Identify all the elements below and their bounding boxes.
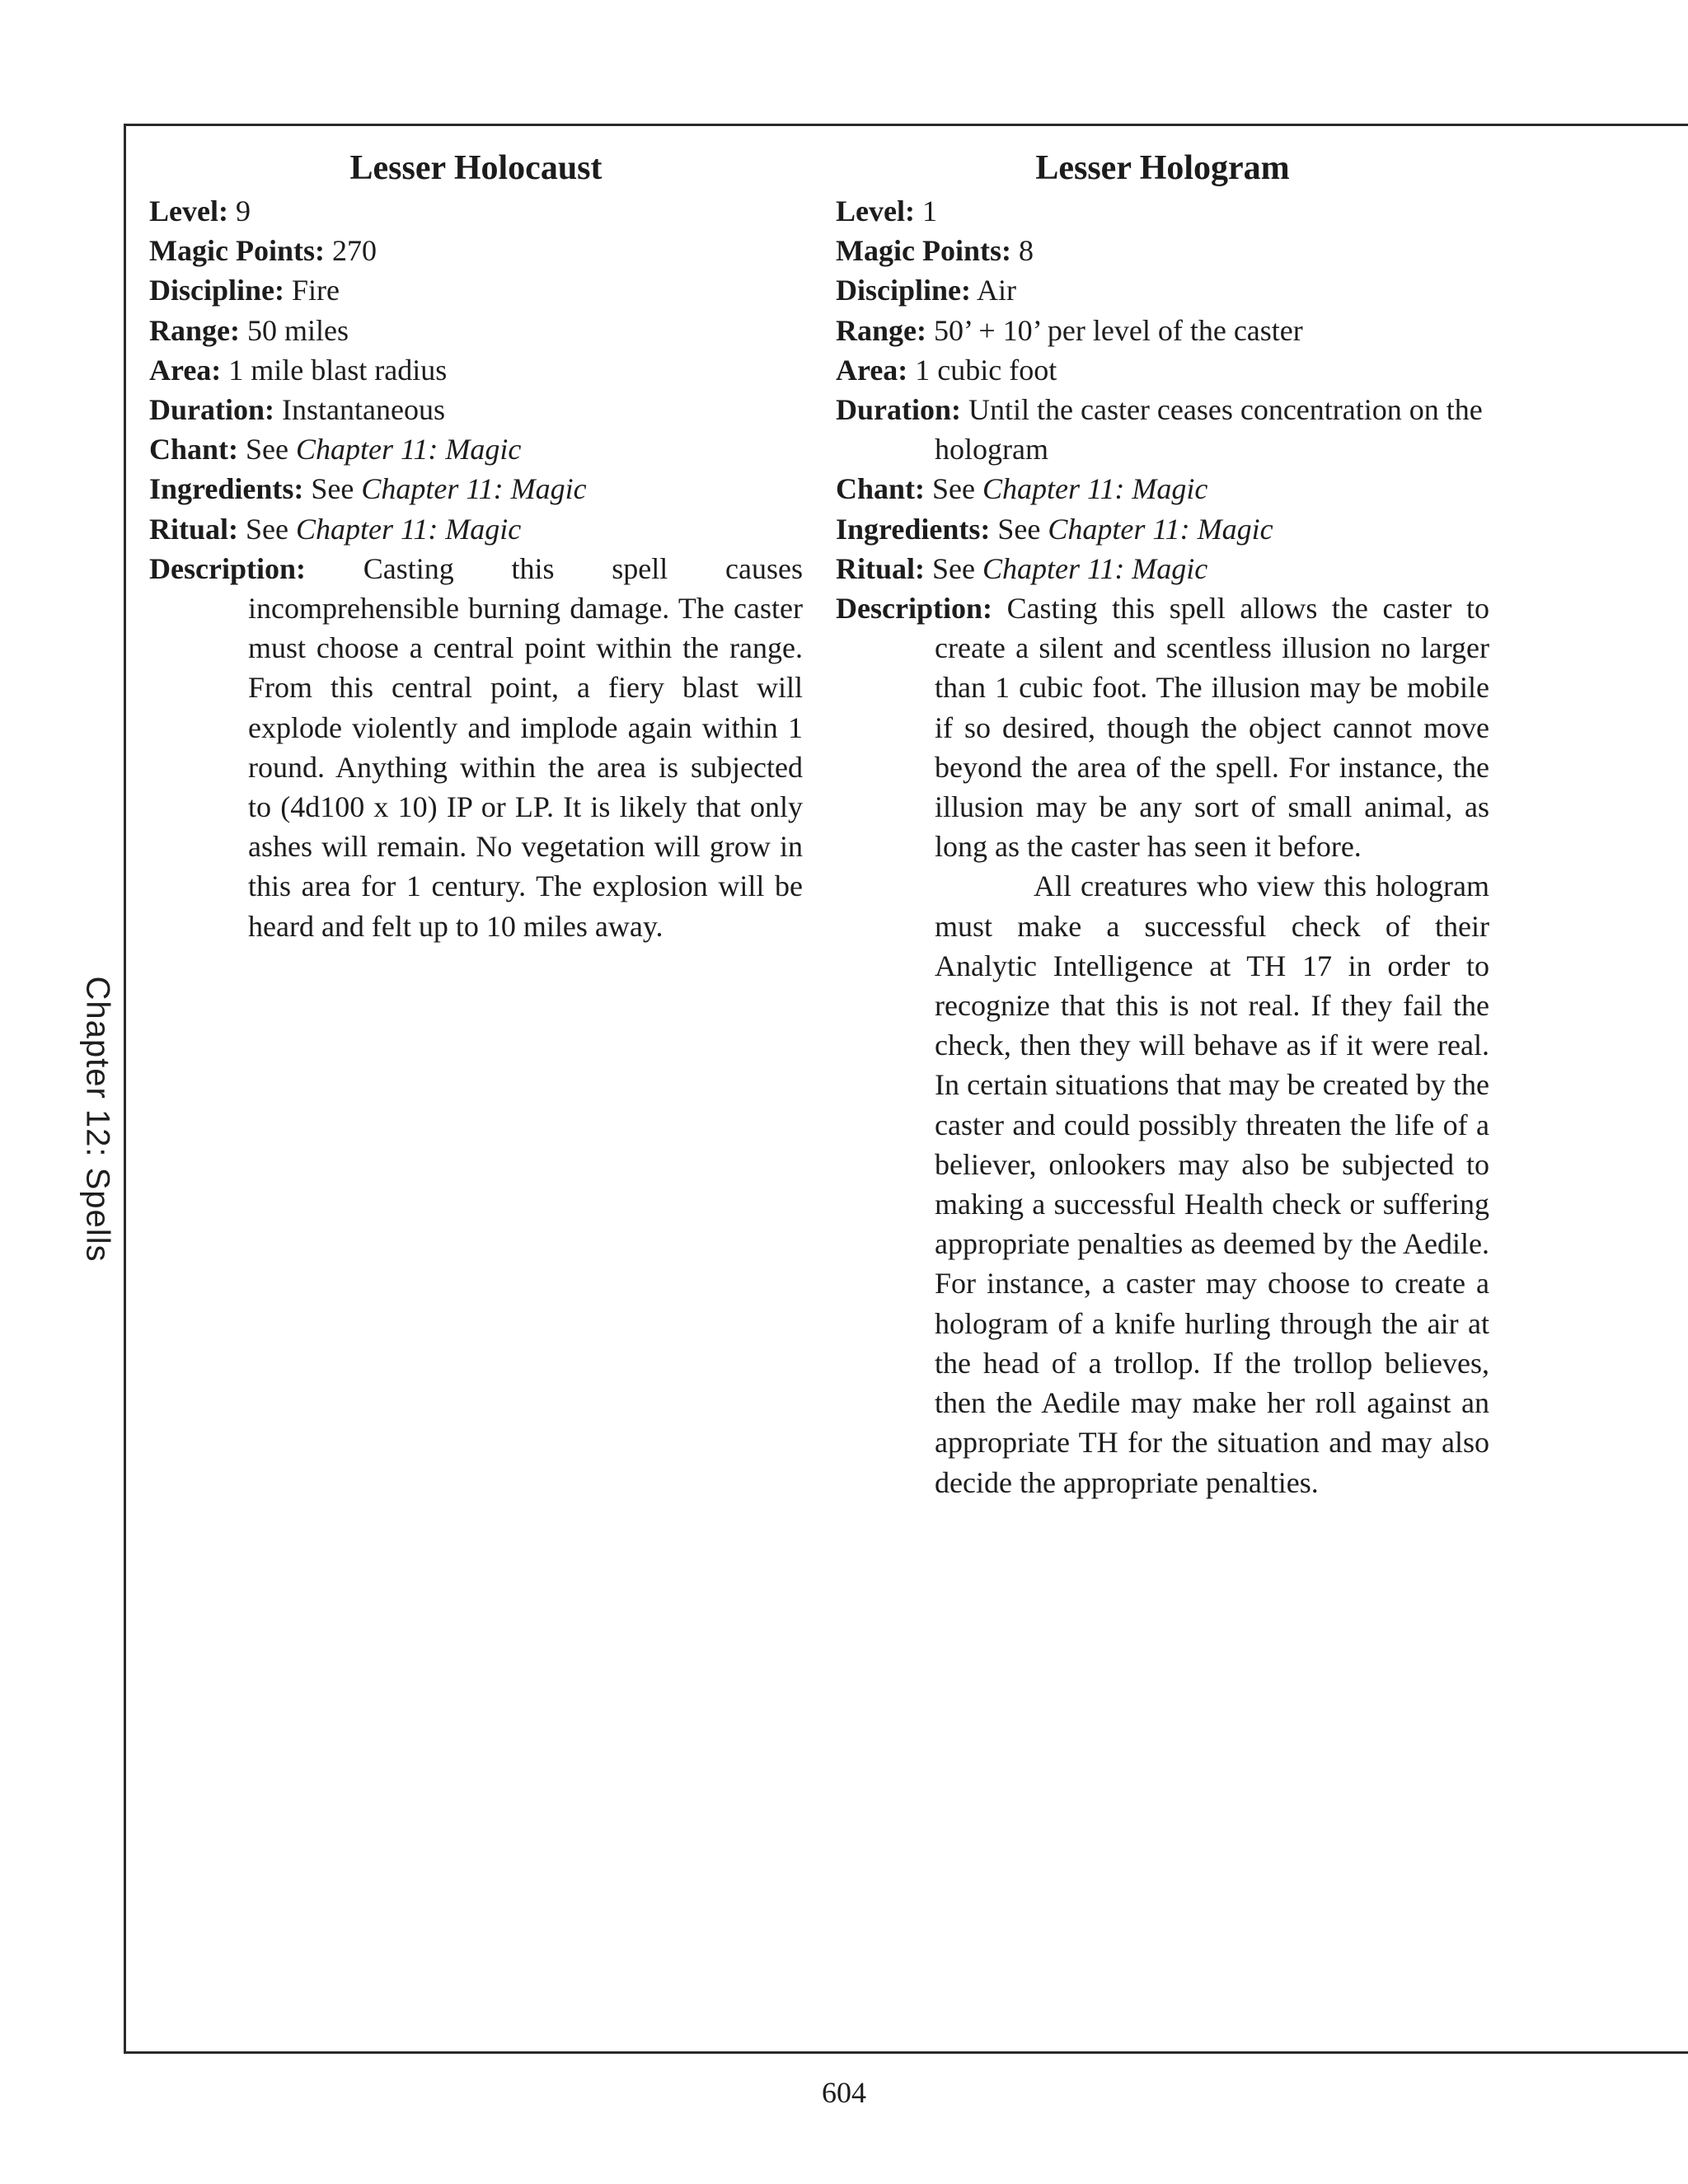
stat-duration <box>836 390 1489 469</box>
spell-description <box>836 588 1489 866</box>
stat-label: Level: <box>149 194 228 227</box>
chapter-side-label: Chapter 12: Spells <box>79 976 116 1263</box>
stat-label: Range: <box>149 313 240 347</box>
stat-label: Duration: <box>836 393 961 427</box>
stat-range <box>149 311 803 350</box>
stat-label: Chant: <box>149 433 239 466</box>
stat-label: Duration: <box>149 393 274 427</box>
stat-label: Ingredients: <box>149 472 304 506</box>
stat-reference: Chapter 11: Magic <box>982 472 1208 506</box>
stat-value: 1 mile blast radius <box>228 353 448 387</box>
stat-label: Area: <box>836 353 908 387</box>
stat-chant <box>149 429 803 469</box>
stat-reference: Chapter 11: Magic <box>296 433 522 466</box>
stat-reference: Chapter 11: Magic <box>1048 512 1273 546</box>
stat-label: Ritual: <box>149 512 238 546</box>
stat-area <box>836 350 1489 390</box>
stat-value: See <box>311 472 354 506</box>
stat-label: Discipline: <box>836 274 972 307</box>
stat-level <box>149 191 803 231</box>
stat-label: Magic Points: <box>836 234 1011 268</box>
stat-value: See <box>246 512 288 546</box>
description-text: Casting this spell allows the caster to create a silent and scentless illusion no larger than 1 cubic foot. The illusion may be mobile if so desired, though the object cannot move beyond the area of the spell. For instance, the illusion may be any sort of small animal, as long as the caster has seen it before. <box>935 592 1490 864</box>
spell-description <box>149 549 803 946</box>
stat-discipline <box>836 270 1489 310</box>
description-text: Casting this spell causes incomprehensible burning damage. The caster must choose a central point within the range. From this central point, a fiery blast will explode violently and implode again within 1 round. Anything within the area is subjected to (4d100 x 10) IP or LP. It is likely that only ashes will remain. No vegetation will grow in this area for 1 century. The explosion will be heard and felt up to 10 miles away. <box>248 551 803 943</box>
spell-title: Lesser Hologram <box>1035 149 1290 187</box>
stat-area <box>149 350 803 390</box>
stat-range <box>836 311 1489 350</box>
stat-ritual <box>836 549 1489 588</box>
stat-label: Discipline: <box>149 274 285 307</box>
stat-value: 270 <box>331 234 377 268</box>
stat-duration <box>149 390 803 429</box>
stat-value: 1 <box>921 194 937 227</box>
stat-ritual <box>149 509 803 549</box>
stat-magic-points <box>836 231 1489 270</box>
stat-level <box>836 191 1489 231</box>
stat-label: Magic Points: <box>149 234 325 268</box>
stat-reference: Chapter 11: Magic <box>295 512 522 546</box>
stat-value: See <box>246 433 289 466</box>
spell-title: Lesser Holocaust <box>349 149 603 187</box>
stat-value: See <box>932 551 975 585</box>
stat-value: 50’ + 10’ per level of the caster <box>934 313 1303 347</box>
stat-label: Range: <box>836 313 926 347</box>
stat-value: Until the caster ceases concentration on the hologram <box>935 393 1483 466</box>
stat-value: Air <box>977 274 1017 307</box>
stat-ingredients <box>149 469 803 509</box>
description-paragraph: All creatures who view this hologram must make a successful check of their Analytic Intelligence at TH 17 in order to recognize that this is not real. If they fail the check, then they will behave as if it were real. In certain situations that may be created by the caster and could possibly threaten the life of a believer, onlookers may also be subjected to making a successful Health check or suffering appropriate penalties as deemed by the Aedile. For instance, a caster may choose to create a hologram of a knife hurling through the air at the head of a trollop. If the trollop believes, then the Aedile may make her roll against an appropriate TH for the situation and may also decide the appropriate penalties. <box>935 869 1489 1499</box>
stat-magic-points <box>149 231 803 270</box>
stat-value: Instantaneous <box>282 393 445 427</box>
stat-value: 1 cubic foot <box>915 353 1057 387</box>
stat-value: 9 <box>235 194 251 227</box>
stat-value: See <box>932 472 976 506</box>
stat-label: Level: <box>836 194 915 227</box>
spell-left <box>149 145 803 946</box>
stat-reference: Chapter 11: Magic <box>361 472 587 506</box>
stat-label: Area: <box>149 353 222 387</box>
stat-label: Ingredients: <box>836 512 991 546</box>
stat-ingredients <box>836 509 1489 549</box>
stat-value: See <box>997 512 1041 546</box>
stat-chant <box>836 469 1489 509</box>
stat-value: Fire <box>292 274 340 307</box>
stat-value: 50 miles <box>247 313 349 347</box>
description-label: Description: <box>149 551 306 585</box>
stat-reference: Chapter 11: Magic <box>982 551 1208 585</box>
stat-value: 8 <box>1018 234 1034 268</box>
stat-label: Ritual: <box>836 551 925 585</box>
description-label: Description: <box>836 592 992 626</box>
stat-discipline <box>149 270 803 310</box>
spell-right <box>836 145 1489 1502</box>
page-number: 604 <box>822 2076 866 2109</box>
stat-label: Chant: <box>836 472 926 506</box>
